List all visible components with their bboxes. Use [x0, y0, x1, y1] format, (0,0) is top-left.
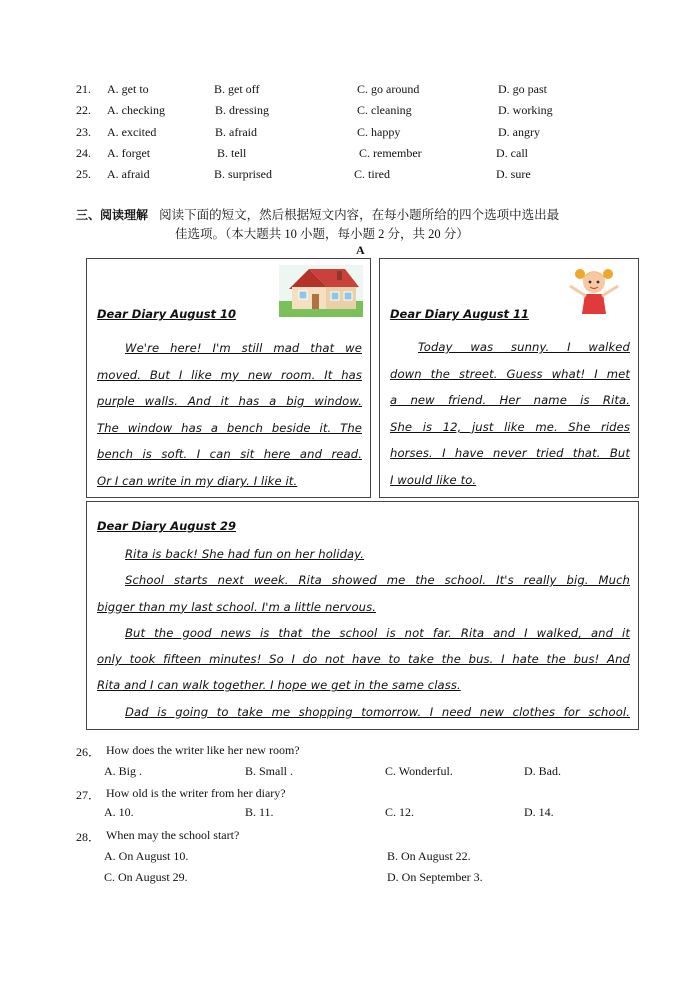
diary-line: horses. I have never tried that. But	[390, 446, 630, 461]
diary-line: She is 12, just like me. She rides	[390, 419, 630, 434]
option-a: A. afraid	[107, 167, 150, 181]
section-title: 三、阅读理解	[76, 208, 149, 222]
diary-line: bench is soft. I can sit here and read.	[97, 447, 362, 462]
diary-line: down the street. Guess what! I met	[390, 366, 630, 381]
question-number: 27．	[76, 788, 101, 802]
question-number: 26．	[76, 745, 101, 759]
option-c: C. On August 29.	[104, 870, 188, 884]
option-b: B. dressing	[215, 103, 269, 117]
option-b: B. afraid	[215, 125, 257, 139]
section-header	[76, 205, 559, 223]
diary-line: bigger than my last school. I'm a little nervous.	[97, 599, 377, 614]
diary-text	[390, 334, 630, 494]
diary-line: Today was sunny. I walked	[418, 340, 630, 354]
diary-entry-aug-10	[86, 258, 371, 498]
option-d: D. go past	[498, 82, 547, 96]
option-c: C. tired	[354, 167, 390, 181]
diary-line: Or I can write in my diary. I like it.	[97, 473, 298, 488]
question-text: When may the school start?	[106, 828, 240, 842]
girl-icon	[560, 264, 628, 316]
diary-line: Rita is back! She had fun on her holiday.	[125, 547, 365, 561]
option-d: D. call	[496, 146, 528, 160]
option-row-23	[0, 125, 695, 143]
question-number: 23.	[76, 125, 91, 139]
option-row-22	[0, 103, 695, 121]
diary-heading: Dear Diary August 29	[97, 519, 237, 533]
diary-line: only took fifteen minutes! So I do not have to take the bus. I hate the bus! And	[97, 652, 630, 667]
diary-heading: Dear Diary August 11	[390, 307, 530, 321]
option-d: D. angry	[498, 125, 540, 139]
option-c: C. cleaning	[357, 103, 412, 117]
option-b: B. surprised	[214, 167, 272, 181]
option-a: A. get to	[107, 82, 149, 96]
passage-label: A	[356, 243, 365, 257]
option-a: A. Big .	[104, 764, 143, 778]
option-c: C. happy	[357, 125, 401, 139]
option-row-25	[0, 167, 695, 185]
diary-line: a new friend. Her name is Rita.	[390, 393, 630, 408]
diary-text	[97, 335, 362, 495]
diary-line: School starts next week. Rita showed me the school. It's really big. Much	[125, 573, 630, 588]
diary-line: The window has a bench beside it. The	[97, 420, 362, 435]
diary-heading: Dear Diary August 10	[97, 307, 237, 321]
diary-entry-aug-11	[379, 258, 639, 498]
option-d: D. working	[498, 103, 553, 117]
option-row-21	[0, 82, 695, 100]
diary-line: I would like to.	[390, 472, 477, 487]
diary-entry-aug-29	[86, 501, 639, 730]
option-a: A. forget	[107, 146, 151, 160]
question-number: 21.	[76, 82, 91, 96]
question-number: 28．	[76, 830, 101, 844]
option-a: A. excited	[107, 125, 157, 139]
diary-line: purple walls. And it has a big window.	[97, 394, 362, 409]
option-b: B. get off	[214, 82, 260, 96]
diary-line: But the good news is that the school is not far. Rita and I walked, and it	[125, 625, 630, 640]
question-number: 24.	[76, 146, 91, 160]
option-b: B. tell	[217, 146, 247, 160]
option-c: C. go around	[357, 82, 420, 96]
diary-line: We're here! I'm still mad that we	[125, 341, 362, 355]
option-row-24	[0, 146, 695, 164]
option-b: B. On August 22.	[387, 849, 471, 863]
option-b: B. 11.	[245, 805, 274, 819]
diary-line: Rita and I can walk together. I hope we get in the same class.	[97, 678, 461, 693]
question-text: How does the writer like her new room?	[106, 743, 300, 757]
option-d: D. Bad.	[524, 764, 561, 778]
section-instruction-line-2: 佳选项。（本大题共 10 小题，每小题 2 分，共 20 分）	[175, 227, 469, 241]
option-d: D. On September 3.	[387, 870, 483, 884]
question-number: 25.	[76, 167, 91, 181]
option-c: C. 12.	[385, 805, 415, 819]
option-b: B. Small .	[245, 764, 294, 778]
question-number: 22.	[76, 103, 91, 117]
house-icon	[279, 265, 363, 317]
section-instruction: 阅读下面的短文，然后根据短文内容，在每小题所给的四个选项中选出最	[159, 208, 560, 222]
option-a: A. checking	[107, 103, 165, 117]
option-a: A. 10.	[104, 805, 134, 819]
diary-text	[97, 541, 630, 725]
option-d: D. sure	[496, 167, 531, 181]
option-c: C. remember	[359, 146, 422, 160]
option-d: D. 14.	[524, 805, 554, 819]
option-a: A. On August 10.	[104, 849, 189, 863]
question-text: How old is the writer from her diary?	[106, 786, 286, 800]
option-c: C. Wonderful.	[385, 764, 453, 778]
diary-line: moved. But I like my new room. It has	[97, 367, 362, 382]
diary-line: Dad is going to take me shopping tomorrow. I need new clothes for school.	[125, 704, 630, 719]
